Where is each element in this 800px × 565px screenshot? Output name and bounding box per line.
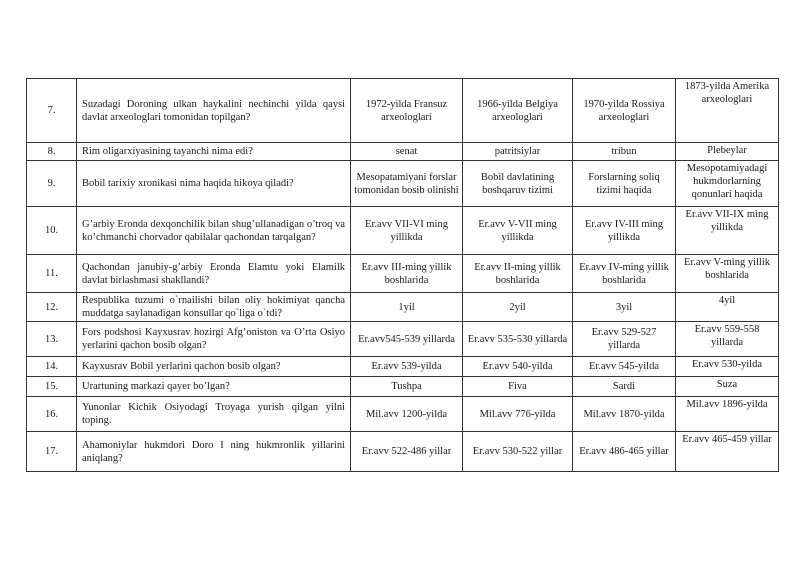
question-text: Fors podshosi Kayxusrav hozirgi Afg’oniston va O’rta Osiyo yerlarini qachon bosib olgan? bbox=[77, 322, 351, 357]
question-number: 13. bbox=[27, 322, 77, 357]
option-b: 1966-yilda Belgiya arxeologlari bbox=[463, 79, 573, 143]
question-number: 8. bbox=[27, 143, 77, 161]
table-row bbox=[27, 432, 779, 472]
table-body bbox=[27, 79, 779, 472]
table-row bbox=[27, 377, 779, 397]
table-row bbox=[27, 207, 779, 255]
option-d: 1873-yilda Amerika arxeologlari bbox=[676, 79, 779, 143]
question-number: 11. bbox=[27, 255, 77, 293]
option-c: Forslarning soliq tizimi haqida bbox=[573, 161, 676, 207]
question-text: Qachondan janubiy-g’arbiy Eronda Elamtu yoki Elamilk davlat birlashmasi shakllandi? bbox=[77, 255, 351, 293]
table-row bbox=[27, 143, 779, 161]
table-row bbox=[27, 397, 779, 432]
question-text: Urartuning markazi qayer bo’lgan? bbox=[77, 377, 351, 397]
questions-table bbox=[26, 78, 779, 472]
question-text: G’arbiy Eronda dexqonchilik bilan shug’ullanadigan o’troq va ko’chmanchi chorvador qabilalar qachondan tarqalgan? bbox=[77, 207, 351, 255]
option-d: Mesopotamiyadagi hukmdorlarning qonunlari haqida bbox=[676, 161, 779, 207]
question-number: 14. bbox=[27, 357, 77, 377]
option-b: Er.avv II-ming yillik boshlarida bbox=[463, 255, 573, 293]
option-b: patritsiylar bbox=[463, 143, 573, 161]
option-b: Er.avv 540-yilda bbox=[463, 357, 573, 377]
question-number: 10. bbox=[27, 207, 77, 255]
option-c: Er.avv 486-465 yillar bbox=[573, 432, 676, 472]
question-number: 15. bbox=[27, 377, 77, 397]
option-a: Mesopatamiyani forslar tomonidan bosib olinishi bbox=[351, 161, 463, 207]
option-a: Er.avv III-ming yillik boshlarida bbox=[351, 255, 463, 293]
option-b: Fiva bbox=[463, 377, 573, 397]
question-text: Ahamoniylar hukmdori Doro I ning hukmronlik yillarini aniqlang? bbox=[77, 432, 351, 472]
question-text: Kayxusrav Bobil yerlarini qachon bosib olgan? bbox=[77, 357, 351, 377]
question-text: Respublika tuzumi o`rnailishi bilan oliy hokimiyat qancha muddatga saylanadigan konsullar qo`liga o`tdi? bbox=[77, 293, 351, 322]
option-c: Er.avv 529-527 yillarda bbox=[573, 322, 676, 357]
table-row bbox=[27, 293, 779, 322]
option-b: Mil.avv 776-yilda bbox=[463, 397, 573, 432]
option-c: 1970-yilda Rossiya arxeologlari bbox=[573, 79, 676, 143]
option-a: Er.avv 522-486 yillar bbox=[351, 432, 463, 472]
option-b: Bobil davlatining boshqaruv tizimi bbox=[463, 161, 573, 207]
option-a: Er.avv VII-VI ming yillikda bbox=[351, 207, 463, 255]
option-d: Mil.avv 1896-yilda bbox=[676, 397, 779, 432]
question-text: Bobil tarixiy xronikasi nima haqida hikoya qiladi? bbox=[77, 161, 351, 207]
option-a: senat bbox=[351, 143, 463, 161]
option-c: Sardi bbox=[573, 377, 676, 397]
table-row bbox=[27, 357, 779, 377]
option-d: Er.avv 559-558 yillarda bbox=[676, 322, 779, 357]
option-a: Er.avv545-539 yillarda bbox=[351, 322, 463, 357]
question-number: 7. bbox=[27, 79, 77, 143]
question-number: 17. bbox=[27, 432, 77, 472]
option-d: Er.avv V-ming yillik boshlarida bbox=[676, 255, 779, 293]
question-text: Suzadagi Doroning ulkan haykalini nechinchi yilda qaysi davlat arxeologlari tomonidan topilgan? bbox=[77, 79, 351, 143]
table-row bbox=[27, 255, 779, 293]
option-c: Er.avv IV-III ming yillikda bbox=[573, 207, 676, 255]
option-a: Tushpa bbox=[351, 377, 463, 397]
question-text: Yunonlar Kichik Osiyodagi Troyaga yurish qilgan yilni toping. bbox=[77, 397, 351, 432]
option-d: Plebeylar bbox=[676, 143, 779, 161]
option-b: Er.avv 530-522 yillar bbox=[463, 432, 573, 472]
option-b: 2yil bbox=[463, 293, 573, 322]
option-d: Er.avv 465-459 yillar bbox=[676, 432, 779, 472]
table-row bbox=[27, 322, 779, 357]
option-b: Er.avv V-VII ming yillikda bbox=[463, 207, 573, 255]
option-d: Er.avv 530-yilda bbox=[676, 357, 779, 377]
question-number: 9. bbox=[27, 161, 77, 207]
option-c: Er.avv 545-yilda bbox=[573, 357, 676, 377]
option-c: Mil.avv 1870-yilda bbox=[573, 397, 676, 432]
option-d: Er.avv VII-IX ming yillikda bbox=[676, 207, 779, 255]
option-d: 4yil bbox=[676, 293, 779, 322]
option-c: Er.avv IV-ming yillik boshlarida bbox=[573, 255, 676, 293]
option-a: 1972-yilda Fransuz arxeologlari bbox=[351, 79, 463, 143]
option-d: Suza bbox=[676, 377, 779, 397]
table-row bbox=[27, 79, 779, 143]
option-a: Mil.avv 1200-yilda bbox=[351, 397, 463, 432]
option-b: Er.avv 535-530 yillarda bbox=[463, 322, 573, 357]
option-a: Er.avv 539-yilda bbox=[351, 357, 463, 377]
question-text: Rim oligarxiyasining tayanchi nima edi? bbox=[77, 143, 351, 161]
table-row bbox=[27, 161, 779, 207]
question-number: 12. bbox=[27, 293, 77, 322]
question-number: 16. bbox=[27, 397, 77, 432]
option-c: tribun bbox=[573, 143, 676, 161]
option-c: 3yil bbox=[573, 293, 676, 322]
option-a: 1yil bbox=[351, 293, 463, 322]
